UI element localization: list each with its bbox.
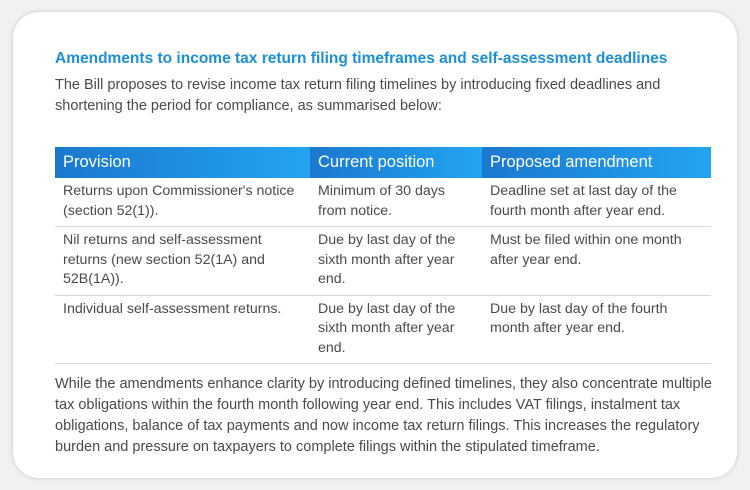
table-cell: Returns upon Commissioner's notice (section 52(1)). [55, 178, 310, 227]
table-cell: Must be filed within one month after year end. [482, 227, 711, 296]
table-cell: Minimum of 30 days from notice. [310, 178, 482, 227]
table-cell: Due by last day of the sixth month after year end. [310, 295, 482, 364]
table-row [55, 227, 711, 296]
section-heading: Amendments to income tax return filing timeframes and self-assessment deadlines [55, 50, 668, 67]
content-card [13, 12, 737, 478]
table-row [55, 178, 711, 227]
header-provision: Provision [55, 147, 310, 178]
header-proposed-amendment: Proposed amendment [482, 147, 711, 178]
table-cell: Due by last day of the fourth month after year end. [482, 295, 711, 364]
table-cell: Deadline set at last day of the fourth month after year end. [482, 178, 711, 227]
table-header-row [55, 147, 711, 178]
table-cell: Nil returns and self-assessment returns (new section 52(1A) and 52B(1A)). [55, 227, 310, 296]
intro-paragraph: The Bill proposes to revise income tax return filing timelines by introducing fixed deadlines and shortening the period for compliance, as summarised below: [55, 77, 661, 114]
conclusion-paragraph: While the amendments enhance clarity by introducing defined timelines, they also concentrate multiple tax obligations within the fourth month following year end. This includes VAT filings, instalment tax obligations, balance of tax payments and now income tax return filings. This increases the regulatory burden and pressure on taxpayers to complete filings within the stipulated timeframe. [55, 376, 712, 455]
provisions-table [55, 147, 711, 364]
table-cell: Individual self-assessment returns. [55, 295, 310, 364]
table-cell: Due by last day of the sixth month after year end. [310, 227, 482, 296]
header-current-position: Current position [310, 147, 482, 178]
table-row [55, 295, 711, 364]
